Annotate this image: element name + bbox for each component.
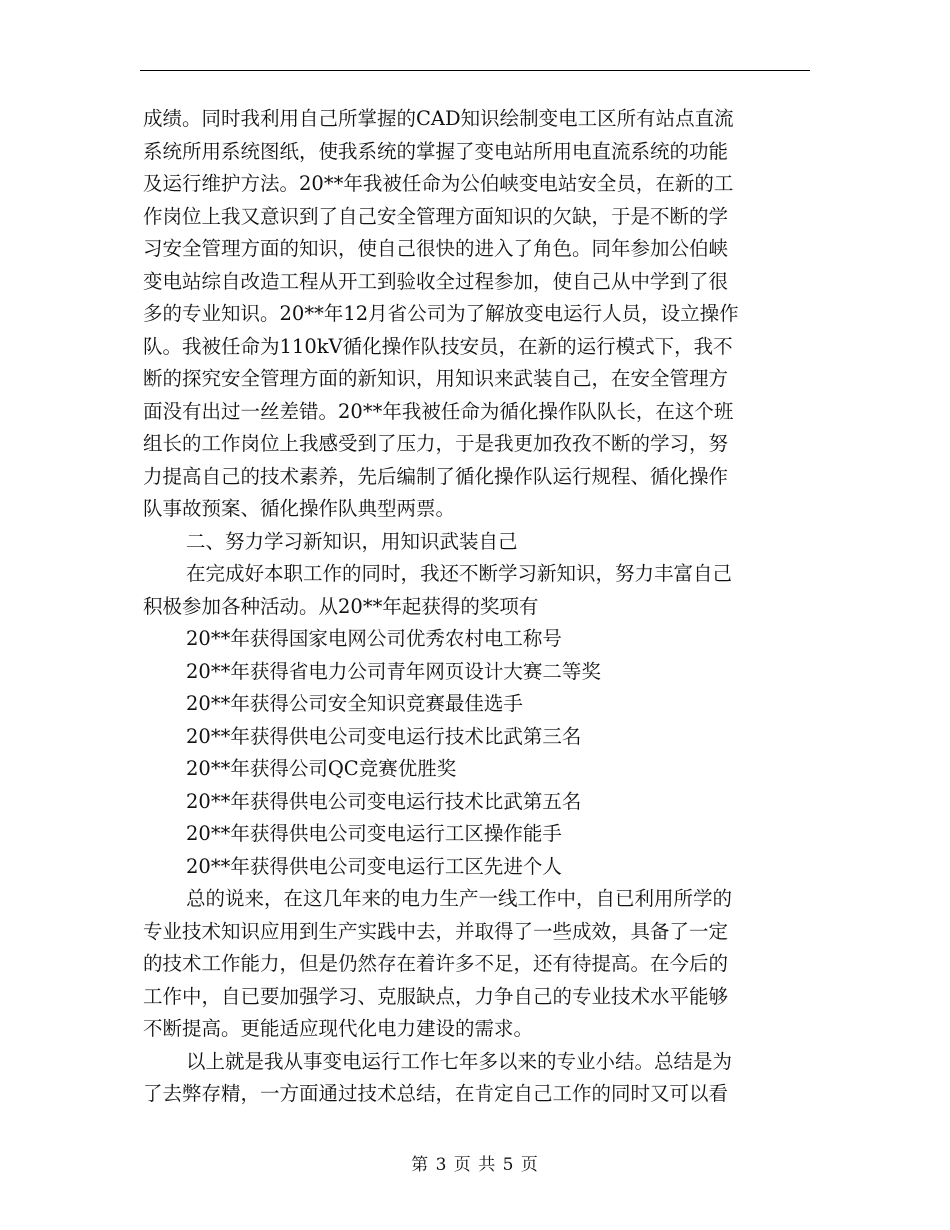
paragraph-line: 及运行维护方法。20**年我被任命为公伯峡变电站安全员，在新的工 xyxy=(143,172,734,195)
paragraph-line: 力提高自己的技术素养，先后编制了循化操作队运行规程、循化操作 xyxy=(143,464,729,488)
award-item: 20**年获得国家电网公司优秀农村电工称号 xyxy=(186,627,562,650)
paragraph-line: 系统所用系统图纸，使我系统的掌握了变电站所用电直流系统的功能 xyxy=(143,139,729,163)
paragraph-line: 作岗位上我又意识到了自己安全管理方面知识的欠缺，于是不断的学 xyxy=(143,204,729,228)
paragraph-line: 不断提高。更能适应现代化电力建设的需求。 xyxy=(143,1017,534,1040)
paragraph-line: 专业技术知识应用到生产实践中去，并取得了一些成效，具备了一定 xyxy=(143,919,729,943)
paragraph-line: 队事故预案、循化操作队典型两票。 xyxy=(143,497,456,520)
page-number-footer: 第 3 页 共 5 页 xyxy=(411,1155,539,1175)
paragraph-line: 队。我被任命为110kV循化操作队技安员，在新的运行模式下，我不 xyxy=(143,334,733,358)
award-item: 20**年获得供电公司变电运行工区操作能手 xyxy=(186,822,562,845)
paragraph-line: 成绩。同时我利用自己所掌握的CAD知识绘制变电工区所有站点直流 xyxy=(143,107,734,130)
paragraph-line: 的技术工作能力，但是仍然存在着许多不足，还有待提高。在今后的 xyxy=(143,952,729,975)
award-item: 20**年获得供电公司变电运行技术比武第五名 xyxy=(186,789,582,813)
award-item: 20**年获得公司QC竞赛优胜奖 xyxy=(186,757,457,780)
paragraph-line: 以上就是我从事变电运行工作七年多以来的专业小结。总结是为 xyxy=(186,1049,733,1073)
paragraph-line: 总的说来，在这几年来的电力生产一线工作中，自已利用所学的 xyxy=(186,887,733,910)
paragraph-line: 断的探究安全管理方面的新知识，用知识来武装自己，在安全管理方 xyxy=(143,367,729,390)
award-item: 20**年获得供电公司变电运行工区先进个人 xyxy=(186,854,562,878)
body-text xyxy=(143,103,808,1111)
header-rule xyxy=(140,70,810,71)
award-item: 20**年获得省电力公司青年网页设计大赛二等奖 xyxy=(186,659,601,683)
paragraph-line: 工作中，自已要加强学习、克服缺点，力争自己的专业技术水平能够 xyxy=(143,984,729,1008)
paragraph-line: 多的专业知识。20**年12月省公司为了解放变电运行人员，设立操作 xyxy=(143,302,739,325)
award-item: 20**年获得供电公司变电运行技术比武第三名 xyxy=(186,724,582,748)
paragraph-line: 在完成好本职工作的同时，我还不断学习新知识，努力丰富自己 xyxy=(186,562,733,585)
award-item: 20**年获得公司安全知识竞赛最佳选手 xyxy=(186,692,523,715)
paragraph-line: 面没有出过一丝差错。20**年我被任命为循化操作队队长，在这个班 xyxy=(143,399,734,423)
paragraph-line: 积极参加各种活动。从20**年起获得的奖项有 xyxy=(143,594,539,618)
paragraph-line: 了去弊存精，一方面通过技术总结，在肯定自己工作的同时又可以看 xyxy=(143,1082,729,1105)
paragraph-line: 习安全管理方面的知识，使自己很快的进入了角色。同年参加公伯峡 xyxy=(143,237,729,260)
section-heading: 二、努力学习新知识，用知识武装自己 xyxy=(186,529,518,553)
paragraph-line: 变电站综自改造工程从开工到验收全过程参加，使自己从中学到了很 xyxy=(143,269,729,293)
paragraph-line: 组长的工作岗位上我感受到了压力，于是我更加孜孜不断的学习，努 xyxy=(143,432,729,455)
